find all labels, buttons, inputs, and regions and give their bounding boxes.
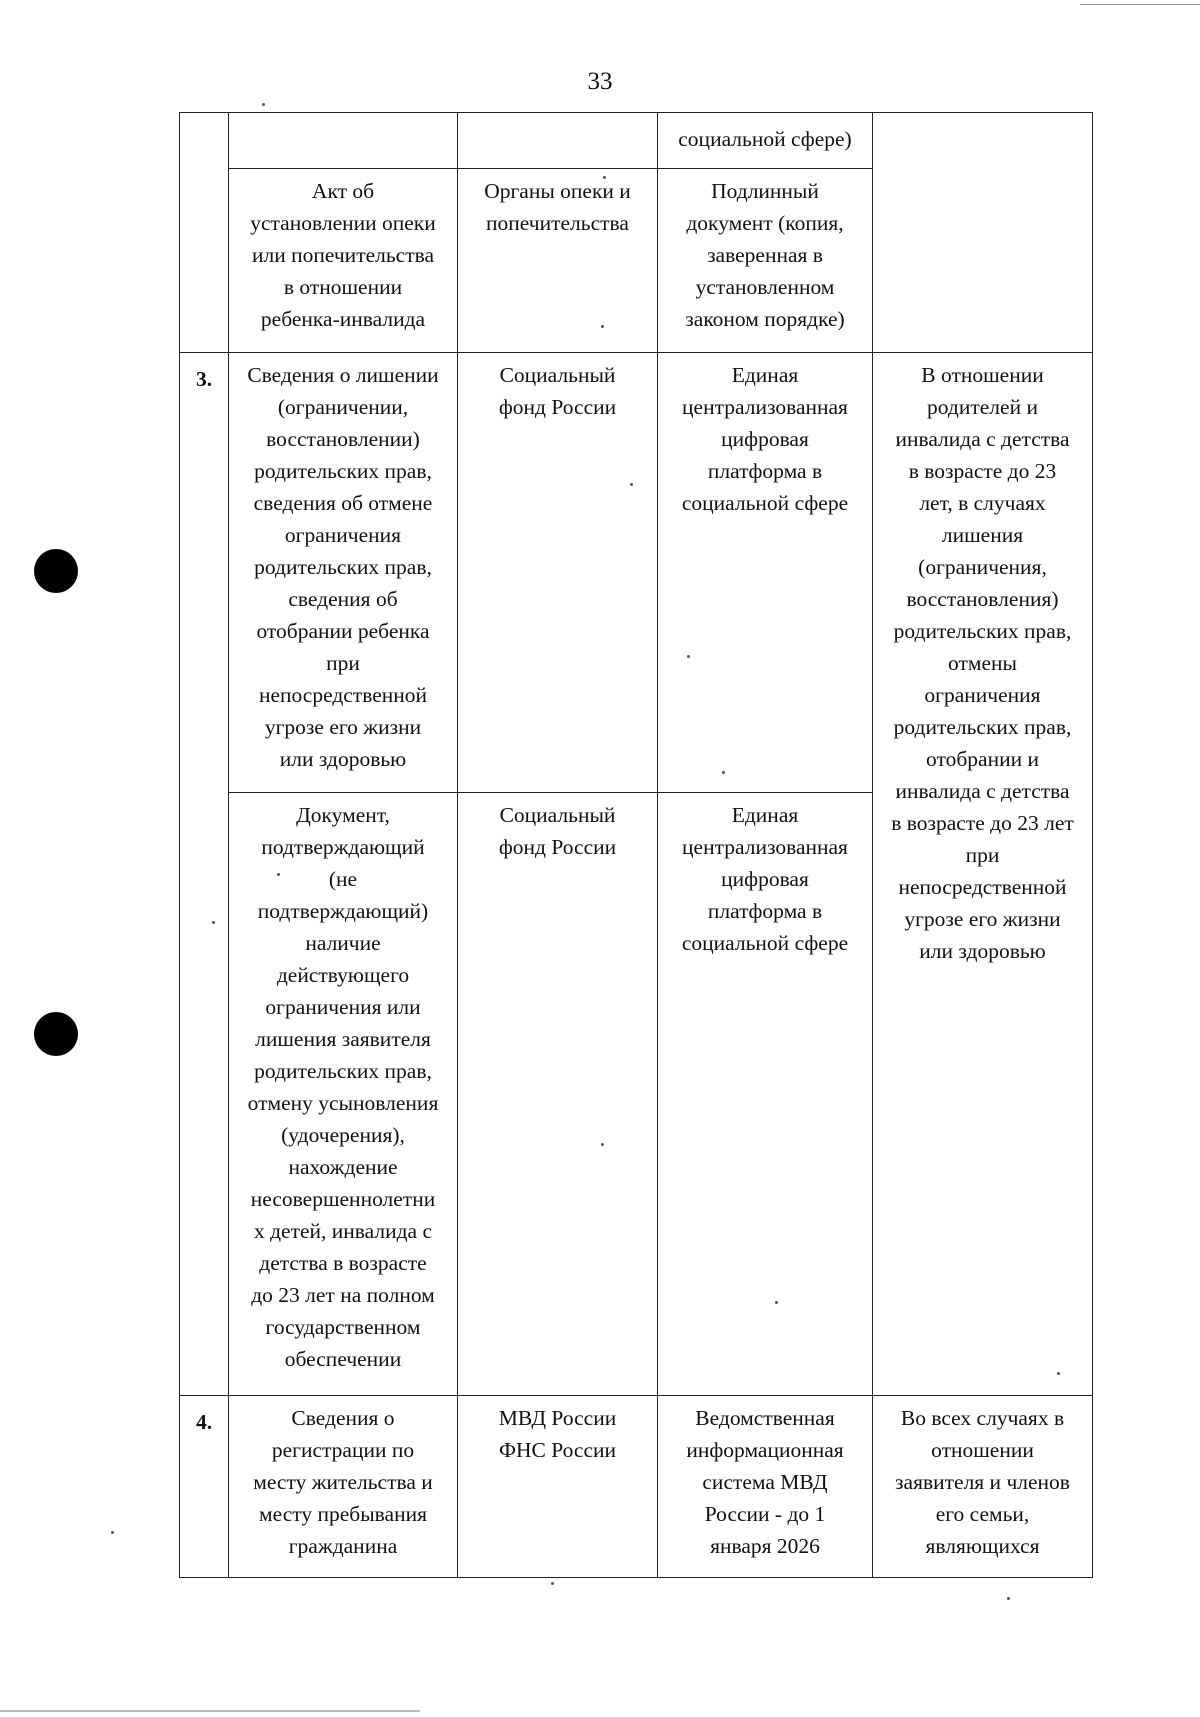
source-cell — [458, 169, 658, 353]
cell-line: родителей и — [927, 395, 1038, 419]
cell-line: в возрасте до 23 лет — [891, 811, 1074, 835]
cell-line: Единая — [731, 363, 799, 387]
cell-line: отмены — [948, 651, 1017, 675]
page-number: 33 — [587, 68, 613, 95]
source-cell — [458, 353, 658, 793]
cell-line: месту пребывания — [259, 1502, 427, 1526]
cell-line: родительских прав, — [893, 715, 1072, 739]
cell-line: родительских прав, — [254, 555, 432, 579]
cell-line: Социальный — [499, 363, 616, 387]
table-row — [180, 353, 1093, 793]
cell-line: Акт об — [311, 179, 375, 203]
cell-line: ФНС России — [498, 1438, 617, 1462]
cell-line: сведения об — [288, 587, 398, 611]
cell-line: января 2026 — [710, 1534, 820, 1558]
cell-line: родительских прав, — [254, 1059, 432, 1083]
cell-line: подтверждающий) — [257, 899, 429, 923]
scan-artifact-line — [1080, 4, 1200, 5]
cell-line: непосредственной — [258, 683, 428, 707]
cell-line: угрозе его жизни — [264, 715, 422, 739]
scan-speck — [601, 1143, 604, 1146]
table-row — [180, 113, 1093, 169]
cell-line: наличие — [305, 931, 381, 955]
system-cell — [658, 113, 873, 169]
scan-speck — [551, 1582, 554, 1585]
system-cell — [658, 353, 873, 793]
scan-speck — [111, 1531, 114, 1534]
cell-line: заверенная в — [707, 243, 823, 267]
cell-line: или попечительства — [251, 243, 435, 267]
cell-line: действующего — [276, 963, 410, 987]
document-cell — [229, 1396, 458, 1578]
cell-line: информационная — [686, 1438, 844, 1462]
cell-line: угрозе его жизни — [904, 907, 1061, 931]
cell-line: инвалида с детства — [895, 427, 1070, 451]
cell-line: установленном — [695, 275, 835, 299]
source-cell — [458, 793, 658, 1396]
cell-line: попечительства — [486, 211, 629, 235]
cell-line: (ограничении, — [277, 395, 409, 419]
row-number-cell — [180, 113, 229, 169]
cell-line: подтверждающий — [261, 835, 425, 859]
cell-line: Во всех случаях в — [900, 1406, 1065, 1430]
cell-line: цифровая — [721, 427, 809, 451]
cell-line: при — [326, 651, 360, 675]
document-cell — [229, 793, 458, 1396]
scan-speck — [687, 655, 690, 658]
binder-hole — [34, 1012, 78, 1056]
scan-speck — [722, 771, 725, 774]
cell-line: В отношении — [921, 363, 1044, 387]
cell-line: МВД России — [498, 1406, 617, 1430]
scan-speck — [630, 483, 633, 486]
cell-line: Органы опеки и — [484, 179, 631, 203]
scan-speck — [1007, 1597, 1010, 1600]
cell-line: лет, в случаях — [919, 491, 1046, 515]
cell-line: нахождение — [288, 1155, 398, 1179]
scan-speck — [603, 176, 606, 179]
cell-line: платформа в — [707, 459, 823, 483]
cell-line: Подлинный — [711, 179, 819, 203]
cell-line: обеспечении — [284, 1347, 402, 1371]
scan-speck — [601, 325, 604, 328]
cell-line: централизованная — [682, 395, 848, 419]
cell-line: установлении опеки — [250, 211, 436, 235]
cell-line: инвалида с детства — [895, 779, 1070, 803]
row-number-cell: 4. — [180, 1396, 229, 1578]
system-cell — [658, 793, 873, 1396]
binder-hole — [34, 549, 78, 593]
row-number-cell: 3. — [180, 353, 229, 1396]
cell-line: отобрании и — [926, 747, 1039, 771]
cell-line: Социальный — [499, 803, 616, 827]
cell-line: Единая — [731, 803, 799, 827]
scan-speck — [775, 1301, 778, 1304]
cell-line: фонд России — [498, 835, 617, 859]
cell-line: (удочерения), — [281, 1123, 405, 1147]
cell-line: Сведения о — [291, 1406, 395, 1430]
cell-line: Сведения о лишении — [247, 363, 439, 387]
cell-line: Ведомственная — [695, 1406, 835, 1430]
cell-line: отношении — [931, 1438, 1034, 1462]
cell-line: родительских прав, — [254, 459, 432, 483]
cell-line: ребенка-инвалида — [260, 307, 426, 331]
document-cell — [229, 353, 458, 793]
cell-line: являющихся — [925, 1534, 1040, 1558]
scan-artifact-line — [0, 1710, 420, 1712]
cell-line: гражданина — [288, 1534, 398, 1558]
condition-cell — [873, 113, 1093, 353]
cell-line: восстановления) — [906, 587, 1059, 611]
cell-line: России - до 1 — [704, 1502, 826, 1526]
cell-line: ограничения или — [265, 995, 421, 1019]
cell-line: несовершеннолетни — [250, 1187, 436, 1211]
document-cell — [229, 169, 458, 353]
table-row — [180, 1396, 1093, 1578]
cell-line: фонд России — [498, 395, 617, 419]
cell-line: регистрации по — [271, 1438, 415, 1462]
document-cell — [229, 113, 458, 169]
scan-speck — [1057, 1372, 1060, 1375]
cell-line: (не — [328, 867, 358, 891]
cell-line: детства в возрасте — [259, 1251, 427, 1275]
cell-line: государственном — [265, 1315, 421, 1339]
cell-line: цифровая — [721, 867, 809, 891]
condition-cell — [873, 1396, 1093, 1578]
cell-line: законом порядке) — [685, 307, 845, 331]
cell-line: его семьи, — [935, 1502, 1030, 1526]
cell-line: заявителя и членов — [895, 1470, 1070, 1494]
cell-line: лишения заявителя — [255, 1027, 431, 1051]
cell-line: социальной сфере) — [678, 127, 852, 151]
scan-speck — [277, 873, 280, 876]
documents-table — [179, 112, 1093, 1578]
row-number-cell — [180, 169, 229, 353]
system-cell — [658, 1396, 873, 1578]
cell-line: документ (копия, — [686, 211, 844, 235]
cell-line: до 23 лет на полном — [251, 1283, 435, 1307]
cell-line: Документ, — [296, 803, 390, 827]
system-cell — [658, 169, 873, 353]
cell-line: х детей, инвалида с — [253, 1219, 433, 1243]
scan-speck — [212, 921, 215, 924]
cell-line: восстановлении) — [266, 427, 420, 451]
source-cell — [458, 113, 658, 169]
cell-line: в возрасте до 23 — [908, 459, 1057, 483]
cell-line: отмену усыновления — [247, 1091, 439, 1115]
source-cell — [458, 1396, 658, 1578]
cell-line: непосредственной — [898, 875, 1067, 899]
cell-line: социальной сфере — [681, 931, 849, 955]
cell-line: при — [965, 843, 1000, 867]
cell-line: (ограничения, — [918, 555, 1047, 579]
cell-line: ограничения — [284, 523, 402, 547]
cell-line: социальной сфере — [681, 491, 849, 515]
cell-line: родительских прав, — [893, 619, 1072, 643]
cell-line: сведения об отмене — [253, 491, 433, 515]
cell-line: месту жительства и — [253, 1470, 433, 1494]
cell-line: в отношении — [283, 275, 403, 299]
cell-line: платформа в — [707, 899, 823, 923]
condition-cell — [873, 353, 1093, 1396]
scan-speck — [262, 103, 265, 106]
cell-line: ограничения — [924, 683, 1041, 707]
cell-line: или здоровью — [919, 939, 1046, 963]
cell-line: или здоровью — [279, 747, 407, 771]
cell-line: централизованная — [682, 835, 848, 859]
cell-line: лишения — [941, 523, 1024, 547]
cell-line: отобрании ребенка — [256, 619, 430, 643]
cell-line: система МВД — [702, 1470, 828, 1494]
